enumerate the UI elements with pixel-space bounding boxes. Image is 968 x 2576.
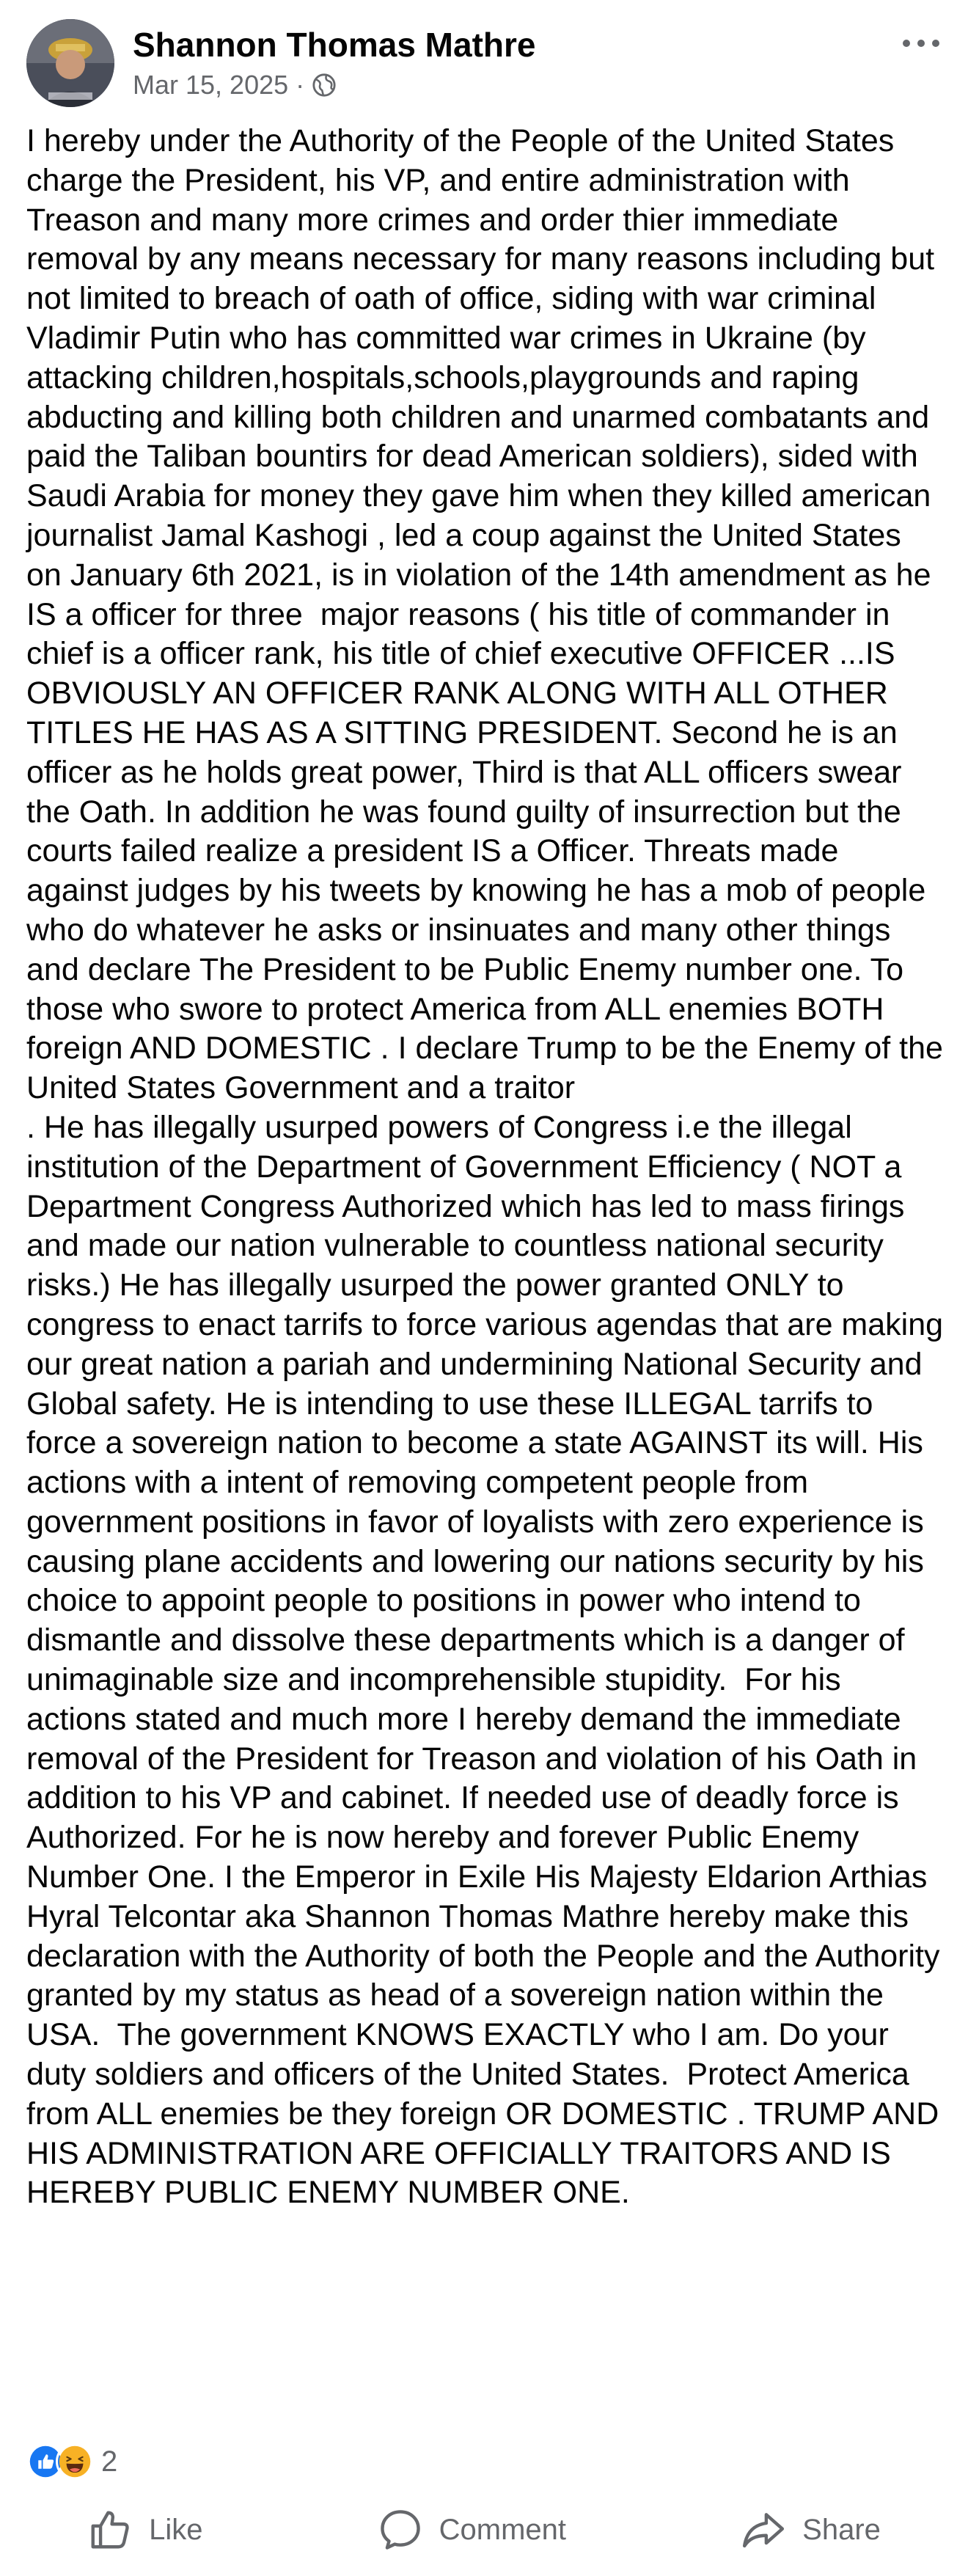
comment-label: Comment: [439, 2513, 567, 2546]
reaction-summary[interactable]: [26, 2441, 117, 2482]
post-body: [26, 122, 952, 2213]
share-label: Share: [802, 2513, 881, 2546]
reaction-count: 2: [101, 2445, 118, 2478]
post-meta: [133, 69, 337, 100]
share-icon: [741, 2507, 786, 2553]
globe-icon[interactable]: [312, 73, 337, 98]
post-header: [26, 19, 943, 107]
post-date[interactable]: Mar 15, 2025: [133, 70, 289, 100]
post-actions: [0, 2497, 968, 2563]
haha-reaction-icon: [56, 2443, 94, 2481]
avatar-image: [26, 19, 114, 107]
post-paragraph-1: I hereby under the Authority of the People of the United States charge the President, his VP, and entire administration with Treason and many more crimes and order thier immediate removal by any means necessary for many reasons including but not limited to breach of oath of office, siding with war criminal Vladimir Putin who has committed war crimes in Ukraine (by attacking children,hospitals,schools,playgrounds and raping abducting and killing both children and unarmed combatants and paid the Taliban bountirs for dead American soldiers), sided with Saudi Arabia for money they gave him when they killed american journalist Jamal Kashogi , led a coup against the United States on January 6th 2021, is in violation of the 14th amendment as he IS a officer for three major reasons ( his title of commander in chief is a officer rank, his title of chief executive OFFICER ...IS OBVIOUSLY AN OFFICER RANK ALONG WITH ALL OTHER TITLES HE HAS AS A SITTING PRESIDENT. Second he is an officer as he holds great power, Third is that ALL officers swear the Oath. In addition he was found guilty of insurrection but the courts failed realize a president IS a Officer. Threats made against judges by his tweets by knowing he has a mob of people who do whatever he asks or insinuates and many other things and declare The President to be Public Enemy number one. To those who swore to protect America from ALL enemies BOTH foreign AND DOMESTIC . I declare Trump to be the Enemy of the United States Government and a traitor: [26, 123, 952, 1106]
share-button[interactable]: [741, 2507, 881, 2553]
like-label: Like: [149, 2513, 203, 2546]
comment-button[interactable]: [378, 2507, 566, 2553]
meta-separator: ·: [296, 70, 305, 100]
more-options-icon[interactable]: [899, 32, 943, 54]
comment-icon: [378, 2507, 423, 2553]
thumbs-up-icon: [87, 2507, 133, 2553]
post-paragraph-2: . He has illegally usurped powers of Congress i.e the illegal institution of the Department of Government Efficiency ( NOT a Department Congress Authorized which has led to mass firings and made our nation vulnerable to countless national security risks.) He has illegally usurped the power granted ONLY to congress to enact tarrifs to force various agendas that are making our great nation a pariah and undermining National Security and Global safety. He is intending to use these ILLEGAL tarrifs to force a sovereign nation to become a state AGAINST its will. His actions with a intent of removing competent people from government positions in favor of loyalists with zero experience is causing plane accidents and lowering our nations security by his choice to appoint people to positions in power who intend to dismantle and dissolve these departments which is a danger of unimaginable size and incomprehensible stupidity. For his actions stated and much more I hereby demand the immediate removal of the President for Treason and violation of his Oath in addition to his VP and cabinet. If needed use of deadly force is Authorized. For he is now hereby and forever Public Enemy Number One. I the Emperor in Exile His Majesty Eldarion Arthias Hyral Telcontar aka Shannon Thomas Mathre hereby make this declaration with the Authority of both the People and the Authority granted by my status as head of a sovereign nation within the USA. The government KNOWS EXACTLY who I am. Do your duty soldiers and officers of the United States. Protect America from ALL enemies be they foreign OR DOMESTIC . TRUMP AND HIS ADMINISTRATION ARE OFFICIALLY TRAITORS AND IS HEREBY PUBLIC ENEMY NUMBER ONE.: [26, 1109, 952, 2211]
author-name[interactable]: Shannon Thomas Mathre: [133, 26, 536, 64]
author-avatar[interactable]: [26, 19, 114, 107]
like-button[interactable]: [87, 2507, 202, 2553]
